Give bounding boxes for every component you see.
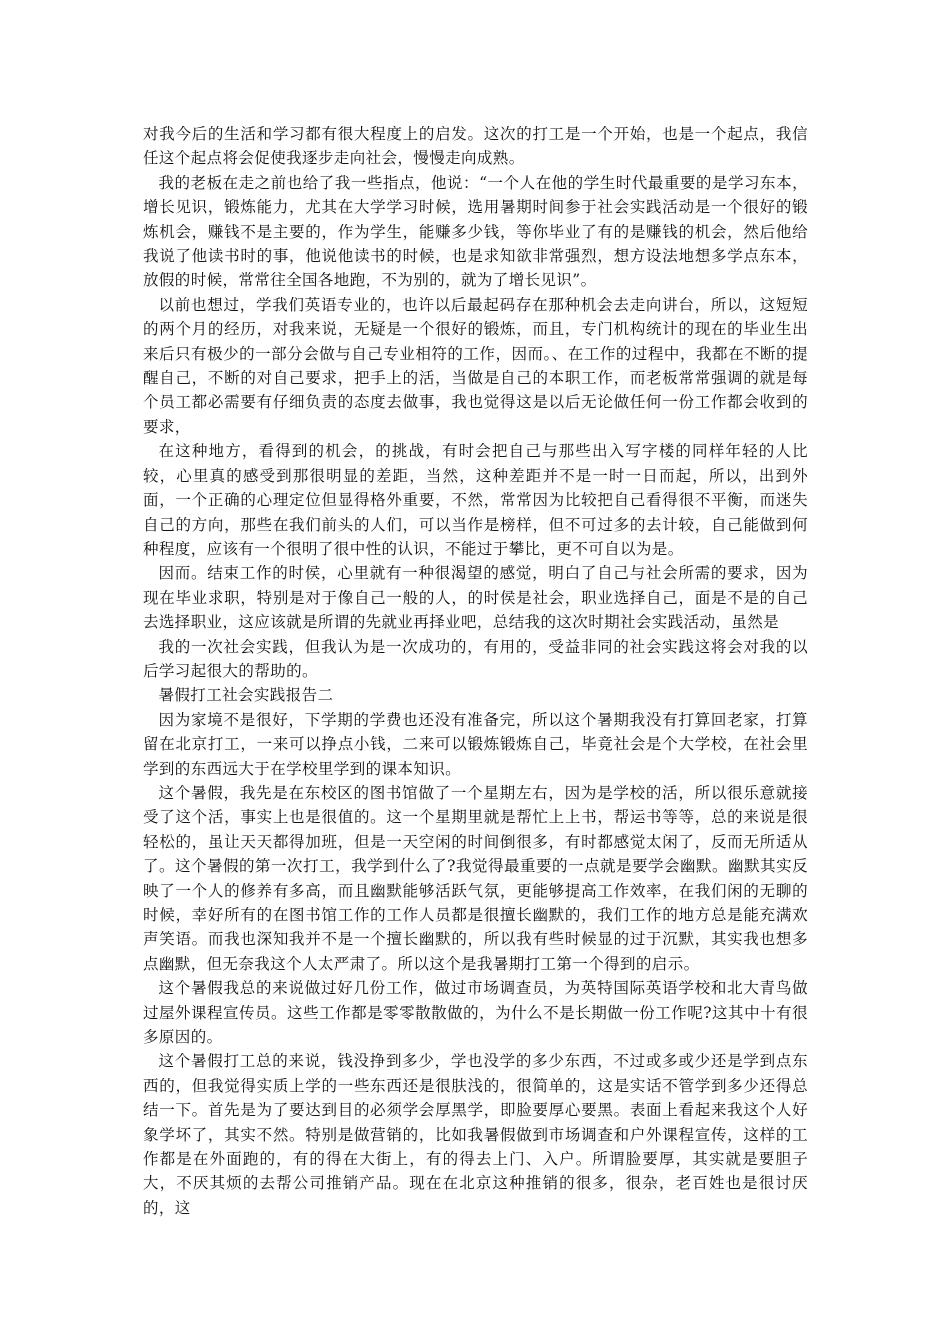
paragraph-10: 这个暑假打工总的来说，钱没挣到多少，学也没学的多少东西，不过或多或少还是学到点东西的，但我觉得实质上学的一些东西还是很肤浅的，很简单的，这是实话不管学到多少还得总结一下。首先是为了要达到目的必须学会厚黑学，即脸要厚心要黑。表面上看起来我这个人好象学坏了，其实不然。特别是做营销的，比如我暑假做到市场调查和户外课程宣传，这样的工作都是在外面跑的，有的得在大街上，有的得去上门、入户。所谓脸要厚，其实就是要胆子大，不厌其烦的去帮公司推销产品。现在在北京这种推销的很多，很杂，老百姓也是很讨厌的，这 xyxy=(143,1052,808,1217)
section-heading: 暑假打工社会实践报告二 xyxy=(158,686,334,705)
paragraph-2: 我的老板在走之前也给了我一些指点，他说：“一个人在他的学生时代最重要的是学习东本，增长见识，锻炼能力，尤其在大学学习时候，选用暑期时间参于社会实践活动是一个很好的锻炼机会，赚钱不是主要的，作为学生，能赚多少钱，等你毕业了有的是赚钱的机会，然后他给我说了他读书时的事，他说他读书的时候，也是求知欲非常强烈，想方设法地想多学点东本，放假的时候，常常往全国各地跑，不为别的，就为了增长见识”。 xyxy=(143,173,808,290)
paragraph-5: 因而。结束工作的时侯，心里就有一种很渴望的感觉，明白了自己与社会所需的要求，因为现在毕业求职，特别是对于像自己一般的人，的时侯是社会，职业选择自己，面是不是的自己去选择职业，这应该就是所谓的先就业再择业吧，总结我的这次时期社会实践活动，虽然是 xyxy=(143,564,808,632)
paragraph-3: 以前也想过，学我们英语专业的，也许以后最起码存在那种机会去走向讲台，所以，这短短的两个月的经历，对我来说，无疑是一个很好的锻炼，而且，专门机构统计的现在的毕业生出来后只有极少的一部分会做与自己专业相符的工作，因而。、在工作的过程中，我都在不断的提醒自己，不断的对自己要求，把手上的活，当做是自己的本职工作，而老板常常强调的就是每个员工都必需要有仔细负责的态度去做事，我也觉得这是以后无论做任何一份工作都会收到的要求， xyxy=(143,295,808,436)
paragraph-7: 因为家境不是很好，下学期的学费也还没有准备完，所以这个暑期我没有打算回老家，打算留在北京打工，一来可以挣点小钱，二来可以锻炼锻炼自己，毕竟社会是个大学校，在社会里学到的东西远大于在学校里学到的课本知识。 xyxy=(143,710,808,778)
paragraph-8: 这个暑假，我先是在东校区的图书馆做了一个星期左右，因为是学校的活，所以很乐意就接受了这个活，事实上也是很值的。这一个星期里就是帮忙上上书，帮运书等等，总的来说是很轻松的，虽让天天都得加班，但是一天空闲的时间倒很多，有时都感觉太闲了，反而无所适从了。这个暑假的第一次打工，我学到什么了?我觉得最重要的一点就是要学会幽默。幽默其实反映了一个人的修养有多高，而且幽默能够活跃气氛，更能够提高工作效率，在我们闲的无聊的时候，幸好所有的在图书馆工作的工作人员都是很擅长幽默的，我们工作的地方总是能充满欢声笑语。而我也深知我并不是一个擅长幽默的，所以我有些时候显的过于沉默，其实我也想多点幽默，但无奈我这个人太严肃了。所以这个是我暑期打工第一个得到的启示。 xyxy=(143,783,808,973)
paragraph-1: 对我今后的生活和学习都有很大程度上的启发。这次的打工是一个开始，也是一个起点，我信任这个起点将会促使我逐步走向社会，慢慢走向成熟。 xyxy=(143,125,808,168)
paragraph-9: 这个暑假我总的来说做过好几份工作，做过市场调查员，为英特国际英语学校和北大青鸟做过屋外课程宣传员。这些工作都是零零散散做的，为什么不是长期做一份工作呢?这其中十有很多原因的。 xyxy=(143,979,808,1047)
document-body xyxy=(143,122,808,1220)
paragraph-6: 我的一次社会实践，但我认为是一次成功的，有用的，受益非同的社会实践这将会对我的以后学习起很大的帮助的。 xyxy=(143,637,808,680)
paragraph-4: 在这种地方，看得到的机会，的挑战，有时会把自己与那些出入写字楼的同样年轻的人比较，心里真的感受到那很明显的差距，当然，这种差距并不是一时一日而起，所以，出到外面，一个正确的心理定位但显得格外重要，不然，常常因为比较把自己看得很不平衡，而迷失自己的方向，那些在我们前头的人们，可以当作是榜样，但不可过多的去计较，自己能做到何种程度，应该有一个很明了很中性的认识，不能过于攀比，更不可自以为是。 xyxy=(143,442,808,558)
